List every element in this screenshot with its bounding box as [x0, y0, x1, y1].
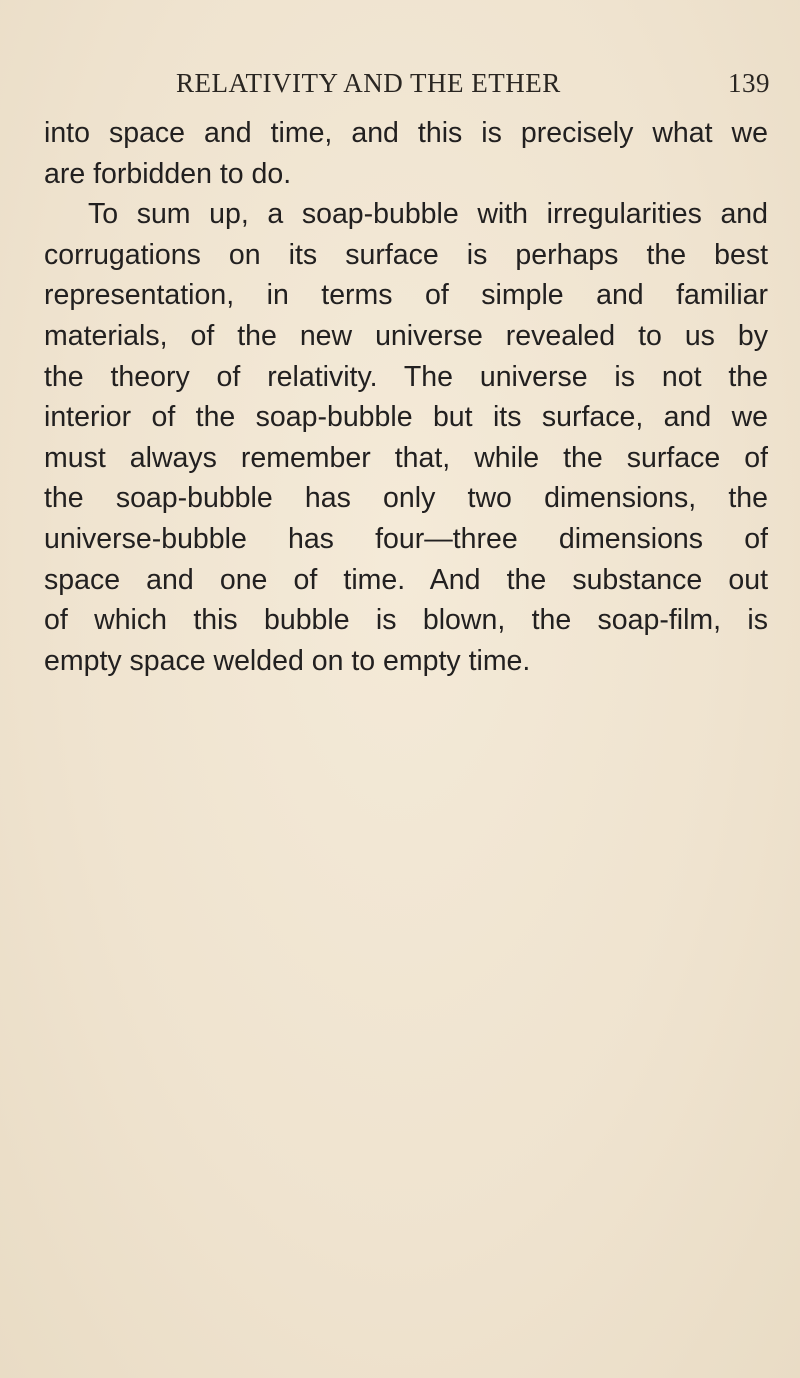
- text-line: To sum up, a soap-bubble with irregularities and: [88, 198, 768, 231]
- text-line: representation, in terms of simple and familiar: [44, 279, 768, 312]
- text-line: the theory of relativity. The universe is not the: [44, 360, 768, 393]
- text-line: universe-bubble has four—three dimensions of: [44, 522, 768, 555]
- text-line: of which this bubble is blown, the soap-film, is: [44, 604, 768, 637]
- text-line: materials, of the new universe revealed to us by: [44, 319, 768, 352]
- page-number: 139: [728, 68, 770, 98]
- text-line: into space and time, and this is precisely what we: [44, 117, 768, 149]
- text-line: interior of the soap-bubble but its surface, and we: [44, 401, 768, 434]
- paragraph-continued: [44, 113, 768, 194]
- body-text: [44, 113, 768, 681]
- text-line: corrugations on its surface is perhaps the best: [44, 238, 768, 271]
- text-line: the soap-bubble has only two dimensions, the: [44, 482, 768, 515]
- running-head: [170, 68, 770, 108]
- paragraph-summary: [44, 194, 768, 681]
- text-line: space and one of time. And the substance out: [44, 563, 768, 596]
- text-line: are forbidden to do.: [44, 157, 292, 190]
- text-line: empty space welded on to empty time.: [44, 644, 531, 677]
- text-line: must always remember that, while the surface of: [44, 441, 768, 474]
- running-title: RELATIVITY AND THE ETHER: [176, 68, 561, 98]
